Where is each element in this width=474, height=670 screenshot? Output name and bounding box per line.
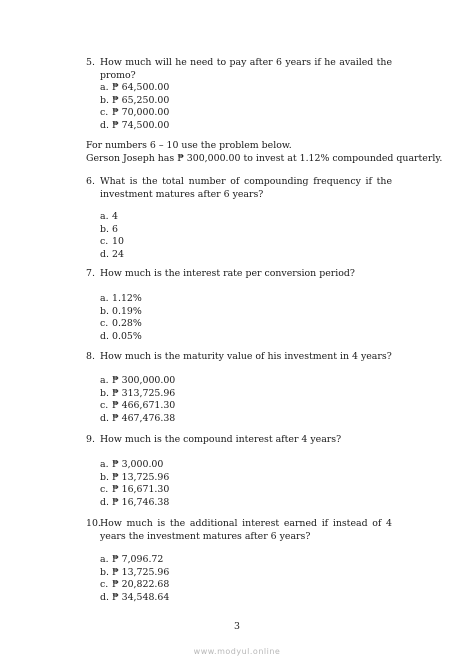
option-a: a. ₱ 64,500.00 bbox=[100, 82, 170, 93]
option-c: c. ₱ 466,671.30 bbox=[100, 400, 176, 412]
option-d: d. 0.05% bbox=[100, 330, 142, 342]
question-7 bbox=[86, 268, 392, 281]
question-text: How much is the additional interest earned if instead of 4 years the investment matures after 6 years? bbox=[100, 518, 392, 542]
option-c: c. 10 bbox=[100, 236, 124, 248]
question-number: 9. bbox=[86, 434, 95, 445]
option-a: a. ₱ 3,000.00 bbox=[100, 459, 164, 470]
option-c: c. ₱ 70,000.00 bbox=[100, 107, 170, 119]
question-10 bbox=[86, 518, 392, 543]
option-a: a. ₱ 300,000.00 bbox=[100, 375, 176, 386]
question-number: 10. bbox=[86, 518, 101, 529]
problem-intro bbox=[86, 140, 442, 165]
question-text: How much is the maturity value of his investment in 4 years? bbox=[100, 351, 392, 362]
question-text: What is the total number of compounding frequency if the investment matures after 6 years? bbox=[100, 176, 392, 200]
option-c: c. ₱ 20,822.68 bbox=[100, 579, 170, 591]
option-d: d. 24 bbox=[100, 248, 124, 260]
question-9 bbox=[86, 434, 392, 447]
option-c: c. ₱ 16,671.30 bbox=[100, 484, 170, 496]
options-q7 bbox=[100, 293, 142, 343]
intro-line-1: For numbers 6 – 10 use the problem below. bbox=[86, 140, 292, 151]
question-text: How much is the interest rate per conversion period? bbox=[100, 268, 355, 279]
footer-watermark: www.modyul.online bbox=[193, 647, 281, 656]
option-b: b. 0.19% bbox=[100, 305, 142, 317]
question-number: 8. bbox=[86, 351, 95, 362]
options-q6 bbox=[100, 211, 124, 261]
options-q5 bbox=[100, 82, 169, 132]
question-6 bbox=[86, 176, 392, 201]
option-d: d. ₱ 74,500.00 bbox=[100, 119, 170, 131]
option-a: a. 4 bbox=[100, 211, 118, 222]
option-b: b. ₱ 313,725.96 bbox=[100, 387, 176, 399]
option-b: b. 6 bbox=[100, 223, 118, 235]
question-number: 6. bbox=[86, 176, 95, 187]
options-q10 bbox=[100, 554, 169, 604]
option-a: a. ₱ 7,096.72 bbox=[100, 554, 164, 565]
option-a: a. 1.12% bbox=[100, 293, 142, 304]
question-text: How much is the compound interest after 4 years? bbox=[100, 434, 342, 445]
question-number: 5. bbox=[86, 57, 95, 68]
option-b: b. ₱ 13,725.96 bbox=[100, 471, 170, 483]
option-b: b. ₱ 13,725.96 bbox=[100, 566, 170, 578]
option-d: d. ₱ 467,476.38 bbox=[100, 412, 176, 424]
option-c: c. 0.28% bbox=[100, 318, 142, 330]
option-d: d. ₱ 16,746.38 bbox=[100, 496, 170, 508]
intro-line-2: Gerson Joseph has ₱ 300,000.00 to invest at 1.12% compounded quarterly. bbox=[86, 152, 443, 164]
page-number: 3 bbox=[234, 621, 240, 632]
options-q9 bbox=[100, 459, 169, 509]
question-8 bbox=[86, 351, 392, 364]
options-q8 bbox=[100, 375, 175, 425]
question-number: 7. bbox=[86, 268, 95, 279]
option-b: b. ₱ 65,250.00 bbox=[100, 94, 170, 106]
question-text: How much will he need to pay after 6 years if he availed the promo? bbox=[100, 57, 392, 81]
option-d: d. ₱ 34,548.64 bbox=[100, 591, 170, 603]
question-5 bbox=[86, 57, 392, 82]
